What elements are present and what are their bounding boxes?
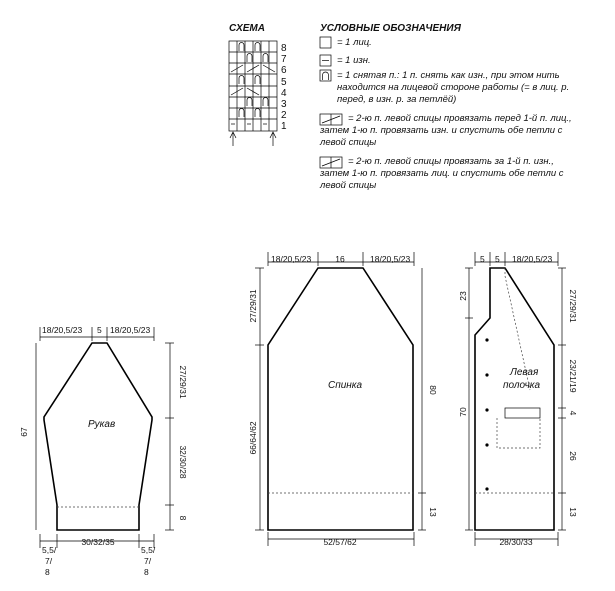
front-top-a: 5 [480,254,485,264]
back-right-total: 80 [428,385,438,395]
sleeve-bottom-right-3: 8 [144,567,149,577]
legend-title: УСЛОВНЫЕ ОБОЗНАЧЕНИЯ [320,23,461,34]
sleeve-top-mid: 5 [97,325,102,335]
svg-text:2: 2 [281,110,287,121]
svg-text:3: 3 [281,99,287,110]
front-right-mid: 23/21/19 [568,359,578,393]
sleeve-right-upper: 27/29/31 [178,365,188,399]
svg-text:4: 4 [281,88,287,99]
sleeve-bottom-left-3: 8 [45,567,50,577]
sleeve-bottom-left-2: 7/ [45,556,53,566]
left-front-shape [465,252,566,546]
front-right-pocket: 4 [568,410,578,416]
back-top-left: 18/20,5/23 [271,254,312,264]
back-left-upper: 27/29/31 [248,289,258,323]
sleeve-bottom-right-1: 5,5/ [141,545,156,555]
sleeve-left-total: 67 [19,427,29,437]
front-label-line2: полочка [503,380,541,391]
sleeve-bottom-left-1: 5,5/ [42,545,57,555]
front-right-upper: 27/29/31 [568,289,578,323]
svg-text:6: 6 [281,65,287,76]
row-numbers [281,43,287,132]
sleeve-top-left: 18/20,5/23 [42,325,83,335]
back-right-low: 13 [428,507,438,517]
legend-purl-text: = 1 изн. [337,55,371,66]
purl-symbol-icon [320,55,331,66]
svg-text:1: 1 [281,121,287,132]
back-left-total: 66/64/62 [248,421,258,455]
front-right-low-mid: 26 [568,451,578,461]
legend-cross-left-text: = 2-ю п. левой спицы провязать за 1-й п. изн., затем 1-ю п. провязать лиц. и спустить обе петли с левой спицы [320,156,564,191]
sleeve-bottom-right-2: 7/ [144,556,152,566]
sleeve-label: Рукав [88,419,116,430]
sleeve-top-right: 18/20,5/23 [110,325,151,335]
front-top-c: 18/20,5/23 [512,254,553,264]
svg-text:8: 8 [281,43,287,54]
front-bottom: 28/30/33 [499,537,533,547]
back-top-right: 18/20,5/23 [370,254,411,264]
front-left-upper: 23 [458,291,468,301]
knit-symbol-icon [320,37,331,48]
slipped-stitch-icon [320,70,331,81]
legend-knit-text: = 1 лиц. [337,37,372,48]
front-top-b: 5 [495,254,500,264]
legend-cross-right-text: = 2-ю п. левой спицы провязать перед 1-й п. лиц., затем 1-ю п. провязать изн. и спустить обе петли с левой спицы [320,113,572,148]
cross-left-icon [320,157,342,168]
back-shape [255,252,426,546]
sleeve-right-low: 8 [178,515,188,521]
back-top-mid: 16 [335,254,345,264]
svg-text:7: 7 [281,54,287,65]
cross-right-icon [320,114,342,125]
svg-text:5: 5 [281,77,287,88]
front-left-total: 70 [458,407,468,417]
front-label-line1: Левая [510,367,539,378]
sleeve-shape [36,327,174,548]
sleeve-right-mid: 32/30/28 [178,445,188,479]
back-bottom: 52/57/62 [323,537,357,547]
scheme-title: СХЕМА [229,23,265,34]
sleeve-bottom: 30/32/35 [81,537,115,547]
back-label: Спинка [328,380,363,391]
stitch-chart [229,41,277,146]
legend-slip-text: = 1 снятая п.: 1 п. снять как изн., при этом нить находится на лицевой стороне работы (= в лиц. р. перед, в изн. р. за петлёй) [337,70,570,105]
front-right-low: 13 [568,507,578,517]
